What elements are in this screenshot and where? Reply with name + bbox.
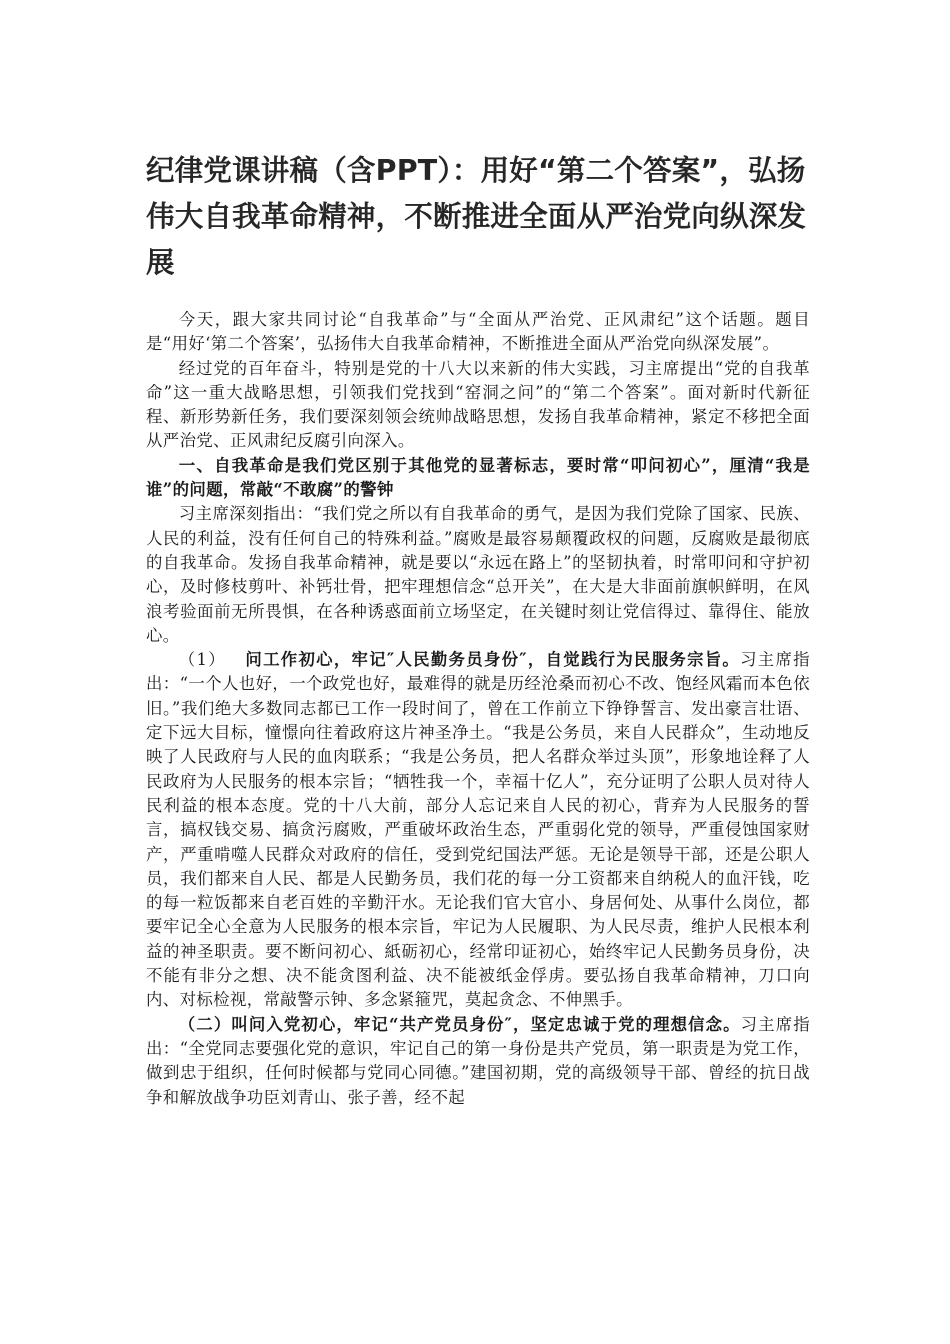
item-1-body: 习主席指出：“一个人也好，一个政党也好，最难得的就是历经沧桑而初心不改、饱经风霜而本色依旧。”我们绝大多数同志都已工作一段时间了，曾在工作前立下铮铮誓言、发出豪言壮语、定下远大目标，憧憬向往着政府这片神圣净土。“我是公务员，来自人民群众”，生动地反映了人民政府与人民的血肉联系；“我是公务员，把人名群众举过头顶”，形象地诠释了人民政府为人民服务的根本宗旨；“牺牲我一个，幸福十亿人”，充分证明了公职人员对待人民利益的根本态度。党的十八大前，部分人忘记来自人民的初心，背弃为人民服务的誓言，搞权钱交易、搞贪污腐败，严重破坏政治生态，严重弱化党的领导，严重侵蚀国家财产，严重啃噬人民群众对政府的信任，受到党纪国法严惩。无论是领导干部，还是公职人员，我们都来自人民、都是人民勤务员，我们花的每一分工资都来自纳税人的血汗钱，吃的每一粒饭都来自老百姓的辛勤汗水。无论我们官大官小、身居何处、从事什么岗位，都要牢记全心全意为人民服务的根本宗旨，牢记为人民履职、为人民尽责，维护人民根本利益的神圣职责。要不断问初心、紙砺初心，经常印证初心，始终牢记人民勤务员身份，决不能有非分之想、决不能贪图利益、决不能被纸金俘虏。要弘扬自我革命精神，刀口向内、对标检视，常敲警示钟、多念紧箍咒，莫起贪念、不伸黑手。 [146,650,810,1010]
document-title: 纪律党课讲稿（含PPT）：用好“第二个答案”，弘扬伟大自我革命精神，不断推进全面从严治党向纵深发展 [146,154,807,279]
document-page [146,148,810,1110]
item-2-lead: （二）叫问入党初心，牢记“共产党员身份″，坚定忠诚于党的理想信念。 [178,1014,741,1034]
section-1-body: 习主席深刻指出：“我们党之所以有自我革命的勇气，是因为我们党除了国家、民族、人民的利益，没有任何自己的特殊利益。”腐败是最容易颠覆政权的问题，反腐败是最彻底的自我革命。发扬自我革命精神，就是要以“永远在路上”的坚韧执着，时常叩问和守护初心，及时修枝剪叶、补钙壮骨，把牢理想信念“总开关”，在大是大非面前旗帜鲜明，在风浪考验面前无所畏惧，在各种诱惑面前立场坚定，在关键时刻让党信得过、靠得住、能放心。 [146,504,810,645]
item-1-paragraph [146,648,810,1012]
section-1-heading: 一、自我革命是我们党区别于其他党的显著标志，要时常“叩问初心”，厘清“我是谁”的问题，常敲“不敢腐”的警钟 [146,455,810,500]
item-1-number: （1） [178,650,226,670]
item-2-body: 习主席指出：“全党同志要强化党的意识，牢记自己的第一身份是共产党员，第一职责是为党工作，做到忠于组织，任何时候都与党同心同德。”建国初期，党的高级领导干部、曾经的抗日战争和解放战争功臣刘青山、张子善，经不起 [146,1014,810,1107]
item-2-paragraph [146,1013,810,1110]
background-paragraph: 经过党的百年奋斗，特别是党的十八大以来新的伟大实践，习主席提出“党的自我革命”这一重大战略思想，引领我们党找到“窑洞之问”的“第二个答案”。面对新时代新征程、新形势新任务，我们要深刻领会统帅战略思想，发扬自我革命精神，紧定不移把全面从严治党、正风肃纪反腐引向深入。 [146,358,810,451]
item-1-lead: 问工作初心，牢记″人民勤务员身份″，自觉践行为民服务宗旨。 [245,650,741,670]
intro-paragraph: 今天，跟大家共同讨论“自我革命”与“全面从严治党、正风肃纪”这个话题。题目是“用好‘第二个答案’，弘扬伟大自我革命精神，不断推进全面从严治党向纵深发展”。 [146,310,810,354]
